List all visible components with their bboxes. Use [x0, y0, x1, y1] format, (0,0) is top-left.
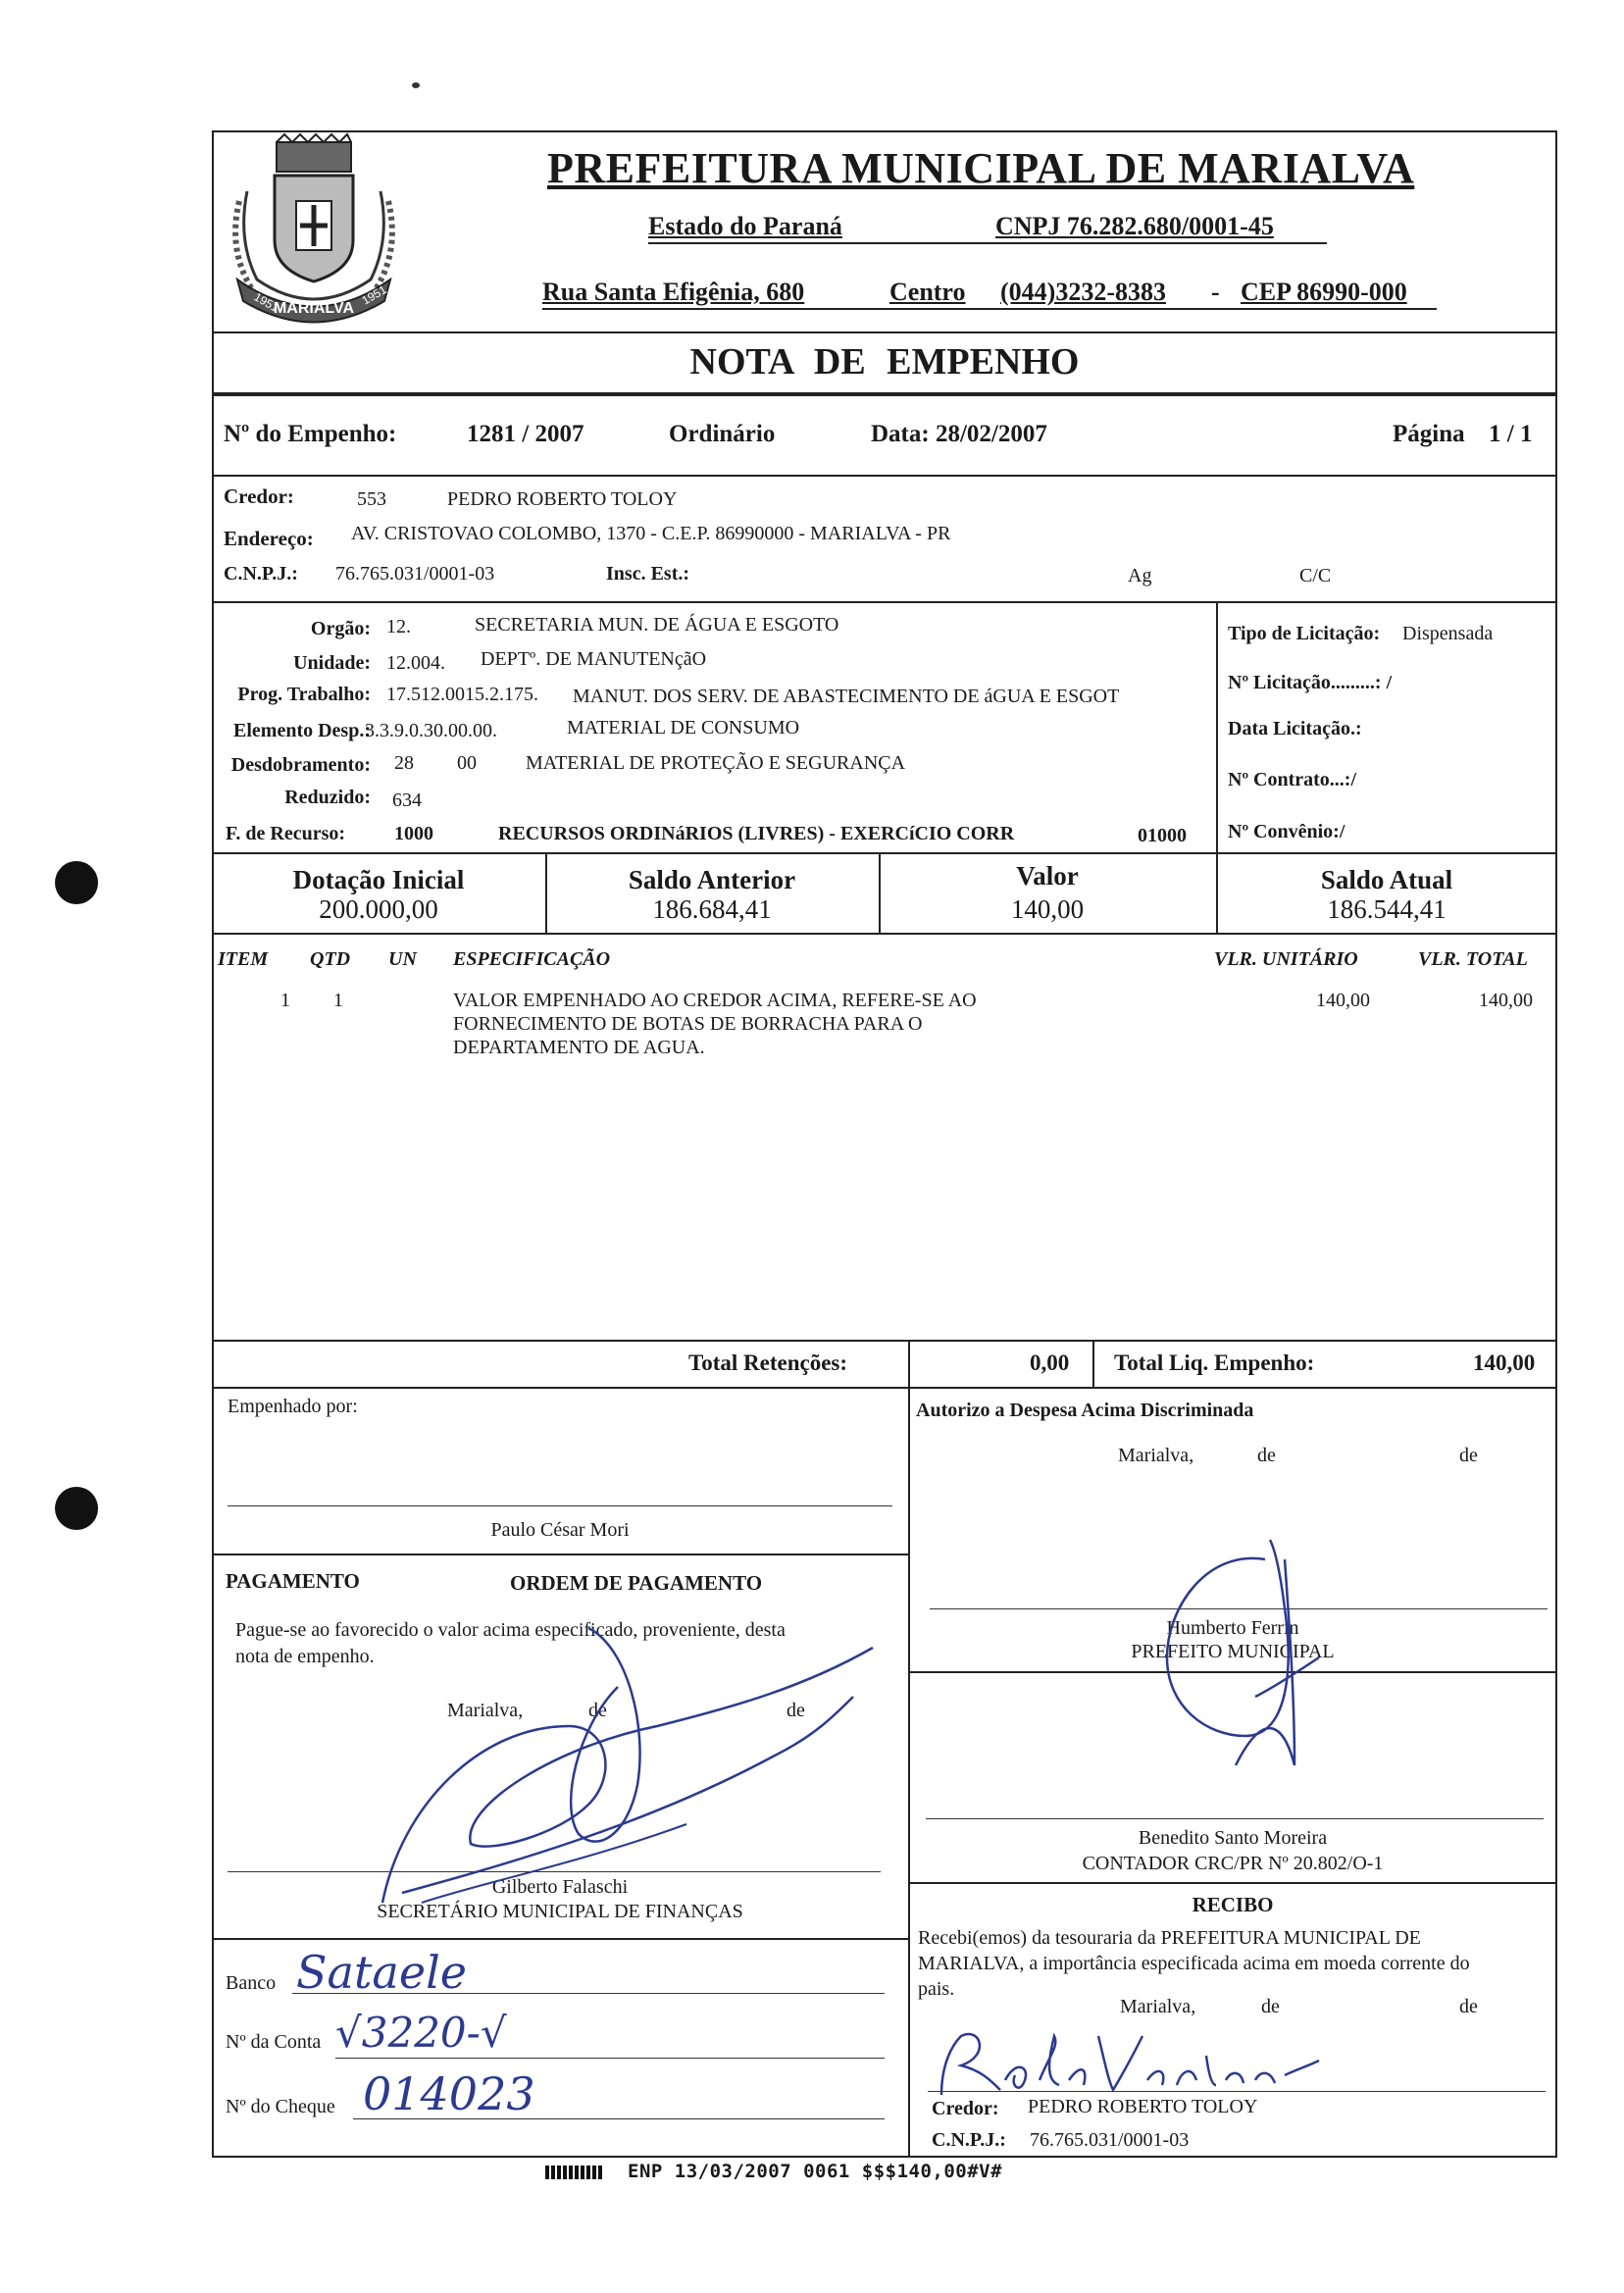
header-cnpj: CNPJ 76.282.680/0001-45	[995, 212, 1274, 240]
recibo-texto-3: pais.	[918, 1978, 955, 2000]
municipal-seal	[218, 132, 410, 329]
header-separator: -	[1211, 278, 1220, 306]
saldo-atual-label: Saldo Atual	[1320, 865, 1453, 894]
reduzido-label: Reduzido:	[284, 787, 371, 808]
saldo-atual-valor: 186.544,41	[1327, 894, 1446, 924]
unidade-nome: DEPTº. DE MANUTENçãO	[481, 648, 707, 670]
fonte-nome: RECURSOS ORDINáRIOS (LIVRES) - EXERCíCIO CORR	[498, 823, 1015, 844]
header-fone: (044)3232-8383	[1000, 278, 1166, 306]
cheque-label: Nº do Cheque	[226, 2096, 335, 2117]
credor-endereco: AV. CRISTOVAO COLOMBO, 1370 - C.E.P. 86990000 - MARIALVA - PR	[351, 523, 951, 544]
total-liquido-valor: 140,00	[1473, 1350, 1536, 1375]
cheque-valor: 014023	[363, 2067, 535, 2120]
licitacao-numero: Nº Licitação.........: /	[1228, 672, 1393, 693]
desdobramento-nome: MATERIAL DE PROTEÇÃO E SEGURANÇA	[526, 752, 906, 774]
ordem-pagamento-label: ORDEM DE PAGAMENTO	[510, 1571, 763, 1595]
credor-label: Credor:	[224, 484, 294, 508]
barcode-mark	[545, 2166, 602, 2179]
desdobramento-codigo-2: 00	[457, 752, 477, 774]
prog-label: Prog. Trabalho:	[237, 684, 371, 705]
autorizo-cidade: Marialva,	[1118, 1445, 1194, 1466]
fonte-codigo: 1000	[394, 823, 433, 844]
header-centro: Centro	[889, 278, 966, 306]
col-vlr-unitario: VLR. UNITÁRIO	[1214, 948, 1358, 970]
licitacao-contrato: Nº Contrato...:/	[1228, 769, 1357, 790]
prefeito-cargo: PREFEITO MUNICIPAL	[1131, 1641, 1335, 1662]
pagamento-de-1: de	[588, 1700, 607, 1721]
ag-label: Ag	[1128, 565, 1152, 586]
recibo-de-1: de	[1261, 1996, 1280, 2017]
col-especificacao: ESPECIFICAÇÃO	[453, 948, 611, 970]
autorizo-de-1: de	[1257, 1445, 1276, 1466]
empenho-numero: 1281 / 2007	[467, 421, 584, 447]
contador-nome: Benedito Santo Moreira	[1138, 1827, 1328, 1849]
credor-cnpj: 76.765.031/0001-03	[335, 563, 495, 585]
banco-valor: Sataele	[296, 1946, 468, 1999]
empenho-label: Nº do Empenho:	[224, 421, 397, 447]
orgao-nome: SECRETARIA MUN. DE ÁGUA E ESGOTO	[475, 614, 839, 636]
recibo-credor-nome: PEDRO ROBERTO TOLOY	[1028, 2096, 1258, 2117]
saldo-anterior-label: Saldo Anterior	[628, 865, 796, 894]
secretario-nome: Gilberto Falaschi	[491, 1876, 629, 1898]
credor-nome: PEDRO ROBERTO TOLOY	[447, 488, 678, 510]
dotacao-inicial-label: Dotação Inicial	[292, 865, 465, 894]
unidade-codigo: 12.004.	[386, 652, 445, 674]
desdobramento-label: Desdobramento:	[230, 754, 371, 776]
recibo-credor-label: Credor:	[932, 2098, 999, 2119]
cnpj-label: C.N.P.J.:	[224, 563, 298, 585]
prefeito-nome: Humberto Ferrin	[1166, 1617, 1299, 1639]
total-retencoes-label: Total Retenções:	[688, 1350, 848, 1375]
signature-secretario	[363, 1608, 892, 1932]
unidade-label: Unidade:	[293, 652, 371, 674]
prog-codigo: 17.512.0015.2.175.	[386, 684, 538, 705]
autorizo-label: Autorizo a Despesa Acima Discriminada	[916, 1400, 1254, 1421]
item-vlr-unitario: 140,00	[1316, 990, 1370, 1011]
licitacao-tipo-label: Tipo de Licitação:	[1228, 623, 1381, 644]
total-liquido-label: Total Liq. Empenho:	[1114, 1350, 1315, 1375]
pagamento-label: PAGAMENTO	[226, 1569, 360, 1593]
recibo-texto-2: MARIALVA, a importância especificada acima em moeda corrente do	[918, 1953, 1470, 1974]
valor-valor: 140,00	[1010, 894, 1085, 924]
header-estado: Estado do Paraná	[648, 212, 842, 240]
licitacao-tipo: Dispensada	[1402, 623, 1494, 644]
document-title: NOTA DE EMPENHO	[689, 341, 1080, 382]
recibo-label: RECIBO	[1192, 1893, 1274, 1916]
pagamento-texto-1: Pague-se ao favorecido o valor acima especificado, proveniente, desta	[235, 1619, 786, 1641]
signature-prefeito	[1147, 1530, 1324, 1785]
header-cep: CEP 86990-000	[1241, 278, 1407, 306]
seal-year-left: 1951	[251, 289, 281, 315]
recibo-de-2: de	[1459, 1996, 1478, 2017]
fonte-codigo-2: 01000	[1138, 825, 1187, 846]
pagamento-de-2: de	[787, 1700, 805, 1721]
endereco-label: Endereço:	[224, 527, 314, 550]
recibo-texto-1: Recebi(emos) da tesouraria da PREFEITURA MUNICIPAL DE	[918, 1927, 1421, 1949]
item-especificacao-1: VALOR EMPENHADO AO CREDOR ACIMA, REFERE-SE AO	[453, 990, 977, 1011]
elemento-codigo: 3.3.9.0.30.00.00.	[365, 720, 497, 741]
cc-label: C/C	[1299, 565, 1332, 586]
empenho-pagina-label: Página	[1393, 421, 1465, 447]
seal-year-right: 1951	[359, 282, 389, 308]
recibo-cidade: Marialva,	[1120, 1996, 1196, 2017]
pagamento-cidade: Marialva,	[447, 1700, 524, 1721]
autenticacao-mecanica: ENP 13/03/2007 0061 $$$140,00#V#	[628, 2161, 1003, 2182]
conta-label: Nº da Conta	[226, 2031, 322, 2053]
item-numero: 1	[280, 990, 290, 1011]
valor-label: Valor	[1016, 861, 1079, 891]
col-item: ITEM	[218, 948, 269, 970]
item-especificacao-3: DEPARTAMENTO DE AGUA.	[453, 1037, 705, 1058]
banco-label: Banco	[226, 1972, 277, 1994]
dotacao-inicial-valor: 200.000,00	[319, 894, 438, 924]
orgao-codigo: 12.	[386, 616, 411, 637]
orgao-label: Orgão:	[310, 618, 371, 639]
licitacao-data: Data Licitação.:	[1228, 718, 1362, 739]
seal-banner-text: MARIALVA	[273, 300, 355, 317]
empenhado-por-nome: Paulo César Mori	[490, 1519, 630, 1541]
saldo-anterior-valor: 186.684,41	[652, 894, 772, 924]
item-qtd: 1	[333, 990, 343, 1011]
fonte-label: F. de Recurso:	[226, 823, 346, 844]
recibo-cnpj-label: C.N.P.J.:	[932, 2129, 1006, 2151]
reduzido-valor: 634	[392, 790, 422, 811]
item-vlr-total: 140,00	[1479, 990, 1533, 1011]
item-especificacao-2: FORNECIMENTO DE BOTAS DE BORRACHA PARA O	[453, 1013, 923, 1035]
empenho-pagina: 1 / 1	[1489, 421, 1533, 447]
insc-label: Insc. Est.:	[606, 563, 690, 585]
secretario-cargo: SECRETÁRIO MUNICIPAL DE FINANÇAS	[377, 1901, 743, 1922]
conta-valor: √3220-√	[335, 2009, 507, 2057]
elemento-nome: MATERIAL DE CONSUMO	[567, 717, 800, 739]
col-un: UN	[388, 948, 417, 970]
desdobramento-codigo: 28	[394, 752, 414, 774]
signature-credor	[932, 2026, 1324, 2105]
contador-cargo: CONTADOR CRC/PR Nº 20.802/O-1	[1082, 1853, 1384, 1874]
autorizo-de-2: de	[1459, 1445, 1478, 1466]
credor-codigo: 553	[357, 488, 386, 510]
recibo-cnpj: 76.765.031/0001-03	[1030, 2129, 1190, 2151]
dust-mark	[412, 82, 420, 88]
col-vlr-total: VLR. TOTAL	[1418, 948, 1528, 970]
header-rua: Rua Santa Efigênia, 680	[542, 278, 805, 306]
punch-hole-bottom	[55, 1487, 98, 1530]
header-title: PREFEITURA MUNICIPAL DE MARIALVA	[547, 144, 1415, 192]
col-qtd: QTD	[310, 948, 351, 970]
pagamento-texto-2: nota de empenho.	[235, 1646, 375, 1667]
empenho-tipo: Ordinário	[669, 421, 776, 447]
punch-hole-top	[55, 861, 98, 904]
elemento-label: Elemento Desp.:	[233, 720, 371, 741]
prog-nome: MANUT. DOS SERV. DE ABASTECIMENTO DE áGUA E ESGOT	[573, 686, 1120, 707]
total-retencoes-valor: 0,00	[1030, 1350, 1070, 1375]
empenhado-por-label: Empenhado por:	[228, 1396, 358, 1417]
licitacao-convenio: Nº Convênio:/	[1228, 821, 1345, 842]
empenho-data: Data: 28/02/2007	[871, 421, 1047, 447]
